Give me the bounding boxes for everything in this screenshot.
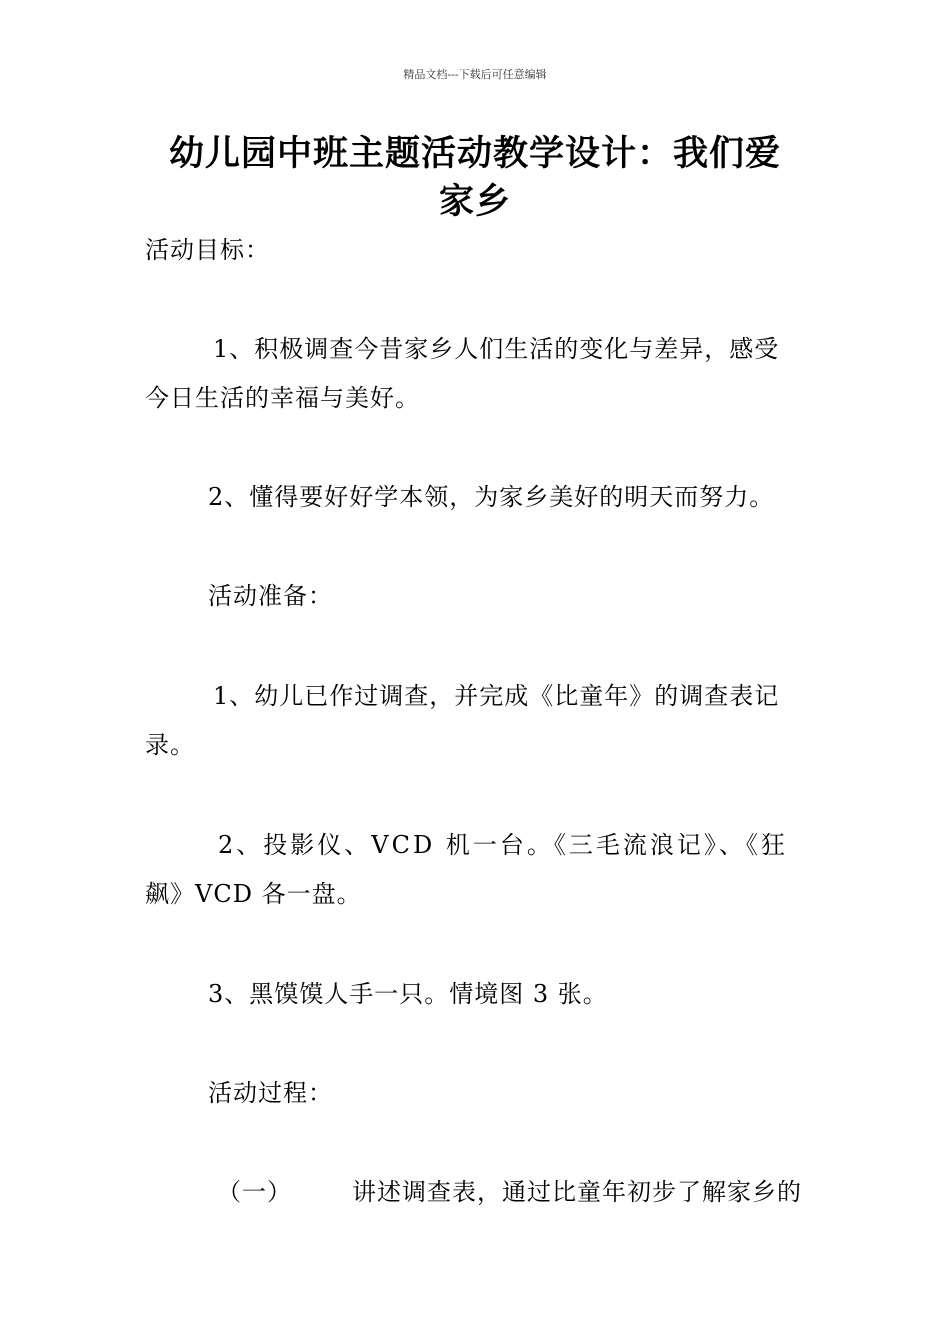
step1-text: 讲述调查表，通过比童年初步了解家乡的 [352, 1178, 802, 1206]
section-heading-prep [145, 572, 805, 621]
process-step-1 [145, 1168, 805, 1217]
title-line-1: 幼儿园中班主题活动教学设计：我们爱 [168, 133, 781, 174]
prep2-line1: 2、投影仪、VCD 机一台。《三毛流浪记》、《狂 [218, 831, 788, 859]
section-goal-text: 活动目标： [145, 236, 270, 264]
section-process-text: 活动过程： [208, 1079, 333, 1107]
prep1-line2: 录。 [145, 731, 195, 759]
header-note: 精品文档---下载后可任意编辑 [403, 68, 547, 81]
prep-item-3 [145, 970, 805, 1019]
goal1-line1: 1、积极调查今昔家乡人们生活的变化与差异，感受 [213, 335, 780, 363]
prep3-text: 3、黑馍馍人手一只。情境图 3 张。 [208, 980, 608, 1008]
prep2-line2: 飙》VCD 各一盘。 [145, 880, 362, 908]
section-heading-goal [145, 226, 805, 275]
section-heading-process [145, 1069, 805, 1118]
goal-item-1 [145, 325, 805, 423]
goal2-text: 2、懂得要好好学本领，为家乡美好的明天而努力。 [208, 483, 775, 511]
step1-marker: （一） [217, 1178, 292, 1206]
section-prep-text: 活动准备： [208, 582, 333, 610]
prep-item-2 [145, 821, 805, 919]
document-title [145, 130, 805, 226]
goal-item-2 [145, 473, 805, 522]
prep1-line1: 1、幼儿已作过调查，并完成《比童年》的调查表记 [213, 682, 780, 710]
title-line-2: 家乡 [438, 181, 511, 222]
prep-item-1 [145, 672, 805, 770]
goal1-line2: 今日生活的幸福与美好。 [145, 384, 420, 412]
